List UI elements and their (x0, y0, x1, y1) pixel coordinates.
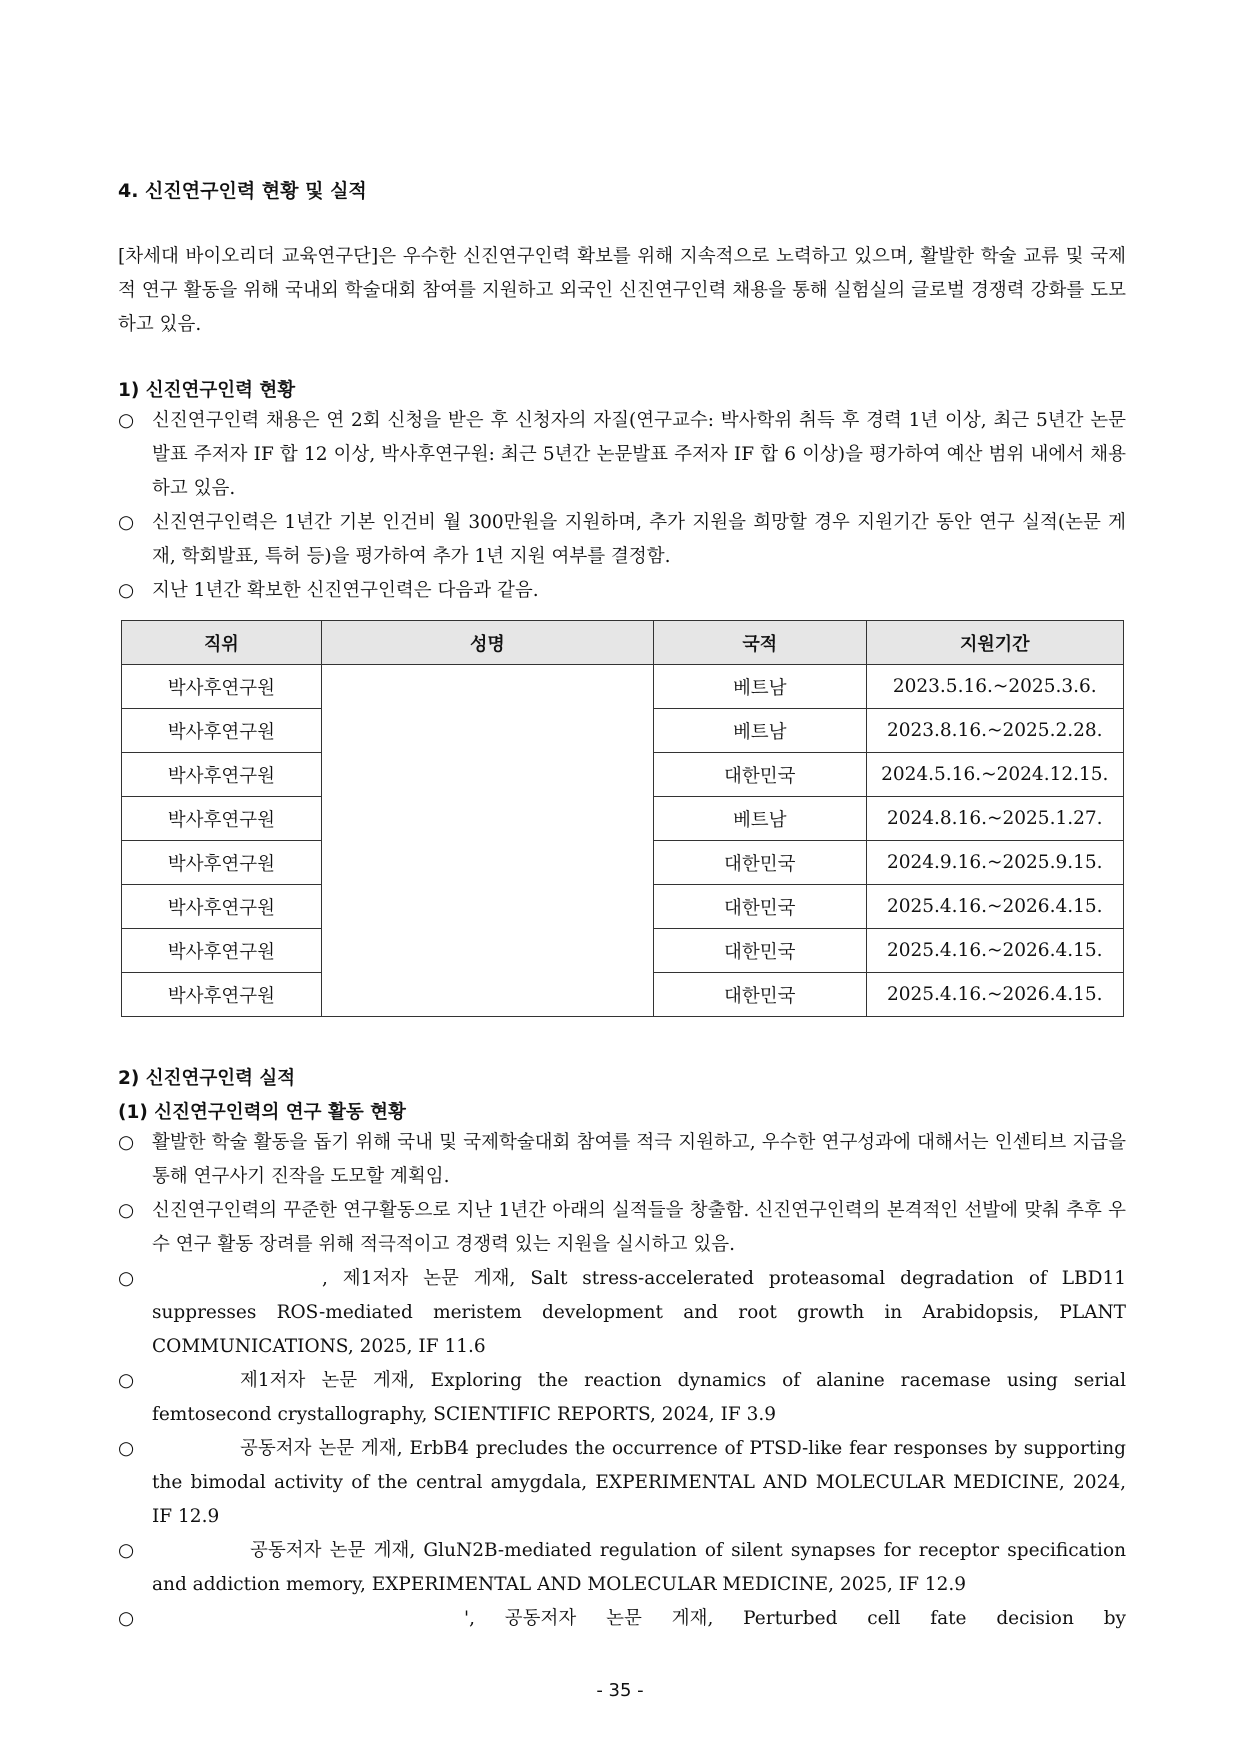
cell-position: 박사후연구원 (122, 841, 322, 885)
publication-text: 공동저자 논문 게재, ErbB4 precludes the occurrence of PTSD-like fear responses by supporting the bimodal activity of the central amygdala, EXPERIMENTAL AND MOLECULAR MEDICINE, 2024, IF 12.9 (152, 1438, 1126, 1527)
cell-name (321, 709, 653, 753)
bullet-text: 신진연구인력의 꾸준한 연구활동으로 지난 1년간 아래의 실적들을 창출함. 신진연구인력의 본격적인 선발에 맞춰 추후 우수 연구 활동 장려를 위해 적극적이고 경쟁력 있는 지원을 실시하고 있음. (152, 1200, 1126, 1255)
cell-period: 2025.4.16.~2026.4.15. (866, 973, 1124, 1017)
cell-period: 2024.5.16.~2024.12.15. (866, 753, 1124, 797)
bullet-item (118, 1194, 1126, 1262)
cell-period: 2025.4.16.~2026.4.15. (866, 885, 1124, 929)
publication-text: , 제1저자 논문 게재, Salt stress-accelerated proteasomal degradation of LBD11 suppresses ROS-mediated meristem development and root growth in Arabidopsis, PLANT COMMUNICATIONS, 2025, IF 11.6 (152, 1268, 1126, 1357)
publication-item (118, 1364, 1126, 1432)
cell-name (321, 797, 653, 841)
publication-text: 공동저자 논문 게재, GluN2B-mediated regulation of silent synapses for receptor specification and addiction memory, EXPERIMENTAL AND MOLECULAR MEDICINE, 2025, IF 12.9 (152, 1540, 1126, 1595)
publication-item (118, 1432, 1126, 1534)
publication-item (118, 1262, 1126, 1364)
circle-bullet-icon: ○ (118, 1438, 135, 1459)
bullet-item (118, 1126, 1126, 1194)
cell-period: 2023.8.16.~2025.2.28. (866, 709, 1124, 753)
bullet-item (118, 574, 1126, 608)
circle-bullet-icon: ○ (118, 1370, 135, 1391)
cell-nationality: 베트남 (654, 665, 866, 709)
cell-position: 박사후연구원 (122, 665, 322, 709)
cell-nationality: 대한민국 (654, 753, 866, 797)
cell-name (321, 665, 653, 709)
cell-nationality: 베트남 (654, 797, 866, 841)
bullet-item (118, 506, 1126, 574)
bullet-text: 지난 1년간 확보한 신진연구인력은 다음과 같음. (152, 580, 539, 601)
cell-nationality: 대한민국 (654, 885, 866, 929)
cell-position: 박사후연구원 (122, 797, 322, 841)
column-header-nationality: 국적 (654, 621, 866, 665)
cell-nationality: 대한민국 (654, 841, 866, 885)
circle-bullet-icon: ○ (118, 1608, 135, 1629)
table-row (122, 797, 1124, 841)
subsection-heading-1: 1) 신진연구인력 현황 (118, 380, 296, 401)
cell-position: 박사후연구원 (122, 929, 322, 973)
cell-period: 2023.5.16.~2025.3.6. (866, 665, 1124, 709)
page-number: - 35 - (596, 1680, 644, 1701)
publication-item (118, 1602, 1126, 1636)
table-row (122, 665, 1124, 709)
cell-nationality: 대한민국 (654, 929, 866, 973)
cell-period: 2024.9.16.~2025.9.15. (866, 841, 1124, 885)
table-row (122, 885, 1124, 929)
cell-position: 박사후연구원 (122, 973, 322, 1017)
circle-bullet-icon: ○ (118, 1540, 135, 1561)
column-header-position: 직위 (122, 621, 322, 665)
subsubsection-heading: (1) 신진연구인력의 연구 활동 현황 (118, 1102, 406, 1123)
cell-position: 박사후연구원 (122, 753, 322, 797)
table-row (122, 973, 1124, 1017)
circle-bullet-icon: ○ (118, 580, 135, 601)
bullet-text: 신진연구인력은 1년간 기본 인건비 월 300만원을 지원하며, 추가 지원을 희망할 경우 지원기간 동안 연구 실적(논문 게재, 학회발표, 특허 등)을 평가하여 추가 1년 지원 여부를 결정함. (152, 512, 1126, 567)
circle-bullet-icon: ○ (118, 1200, 135, 1221)
table-row (122, 753, 1124, 797)
circle-bullet-icon: ○ (118, 1268, 135, 1289)
cell-name (321, 841, 653, 885)
table-header-row (122, 621, 1124, 665)
table-row (122, 929, 1124, 973)
cell-name (321, 885, 653, 929)
table-row (122, 709, 1124, 753)
cell-period: 2024.8.16.~2025.1.27. (866, 797, 1124, 841)
circle-bullet-icon: ○ (118, 512, 135, 533)
publication-text: ', 공동저자 논문 게재, Perturbed cell fate decision by (464, 1608, 1126, 1629)
bullet-text: 활발한 학술 활동을 돕기 위해 국내 및 국제학술대회 참여를 적극 지원하고, 우수한 연구성과에 대해서는 인센티브 지급을 통해 연구사기 진작을 도모할 계획임. (152, 1132, 1126, 1187)
circle-bullet-icon: ○ (118, 410, 135, 431)
cell-name (321, 929, 653, 973)
bullet-text: 신진연구인력 채용은 연 2회 신청을 받은 후 신청자의 자질(연구교수: 박사학위 취득 후 경력 1년 이상, 최근 5년간 논문발표 주저자 IF 합 12 이상, 박사후연구원: 최근 5년간 논문발표 주저자 IF 합 6 이상)을 평가하여 예산 범위 내에서 채용하고 있음. (152, 410, 1126, 499)
subsection-heading-2: 2) 신진연구인력 실적 (118, 1068, 296, 1089)
publication-item (118, 1534, 1126, 1602)
table-row (122, 841, 1124, 885)
cell-name (321, 973, 653, 1017)
cell-position: 박사후연구원 (122, 885, 322, 929)
column-header-period: 지원기간 (866, 621, 1124, 665)
intro-paragraph: [차세대 바이오리더 교육연구단]은 우수한 신진연구인력 확보를 위해 지속적으로 노력하고 있으며, 활발한 학술 교류 및 국제적 연구 활동을 위해 국내외 학술대회 참여를 지원하고 외국인 신진연구인력 채용을 통해 실험실의 글로벌 경쟁력 강화를 도모하고 있음. (118, 246, 1126, 335)
cell-nationality: 대한민국 (654, 973, 866, 1017)
section-heading: 4. 신진연구인력 현황 및 실적 (118, 180, 367, 202)
column-header-name: 성명 (321, 621, 653, 665)
researcher-table (121, 620, 1124, 1017)
circle-bullet-icon: ○ (118, 1132, 135, 1153)
cell-period: 2025.4.16.~2026.4.15. (866, 929, 1124, 973)
publication-text: 제1저자 논문 게재, Exploring the reaction dynamics of alanine racemase using serial femtosecond crystallography, SCIENTIFIC REPORTS, 2024, IF 3.9 (152, 1370, 1126, 1425)
bullet-item (118, 404, 1126, 506)
cell-name (321, 753, 653, 797)
cell-nationality: 베트남 (654, 709, 866, 753)
cell-position: 박사후연구원 (122, 709, 322, 753)
